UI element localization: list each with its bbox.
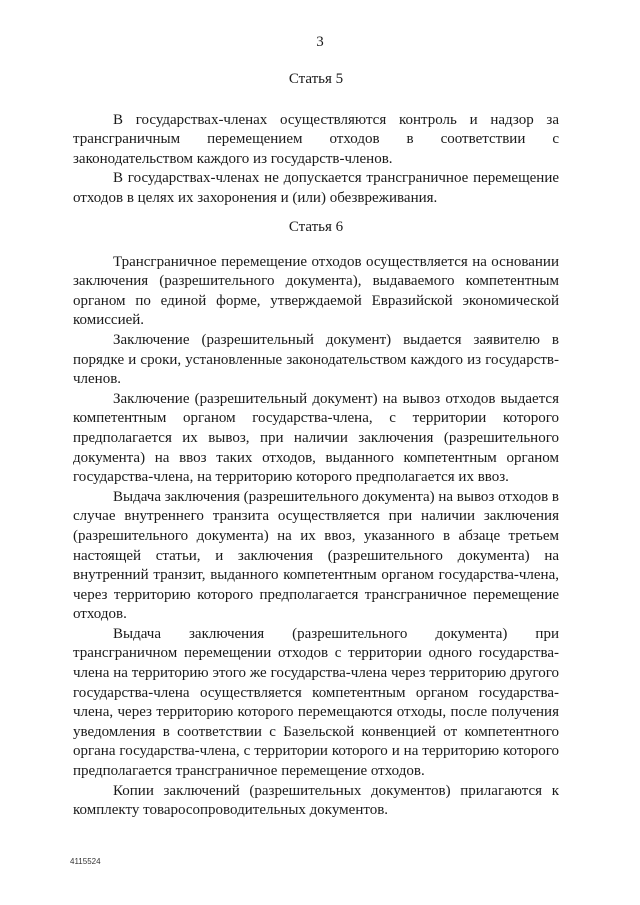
- paragraph: В государствах-членах не допускается трансграничное перемещение отходов в целях их захоронения и (или) обезвреживания.: [73, 170, 559, 206]
- article-heading: Статья 5: [288, 71, 344, 87]
- page-number: 3: [316, 34, 324, 50]
- article-6: [73, 218, 559, 821]
- paragraph: Выдача заключения (разрешительного документа) при трансграничном перемещении отходов с территории одного государства-члена на территорию этого же государства-члена через территорию другого государства-члена осуществляется компетентным органом государства-члена, через территорию которого перемещаются отходы, после получения уведомления в соответствии с Базельской конвенцией от компетентного органа государства-члена, с территории которого и на территорию которого предполагается трансграничное перемещение отходов.: [73, 625, 559, 780]
- article-heading: Статья 6: [288, 219, 344, 235]
- paragraph: Копии заключений (разрешительных документов) прилагаются к комплекту товаросопроводительных документов.: [73, 782, 559, 819]
- paragraph: Выдача заключения (разрешительного документа) на вывоз отходов в случае внутреннего транзита осуществляется при наличии заключения (разрешительного документа) на их ввоз, указанного в абзаце третьем настоящей статьи, и заключения (разрешительного документа) на внутренний транзит, выданного компетентным органом государства-члена, через территорию которого предполагается трансграничное перемещение отходов.: [73, 488, 560, 623]
- paragraph: Трансграничное перемещение отходов осуществляется на основании заключения (разрешительного документа), выдаваемого компетентным органом по единой форме, утверждаемой Евразийской экономической комиссией.: [73, 253, 559, 329]
- paragraph: В государствах-членах осуществляются контроль и надзор за трансграничным перемещением отходов в соответствии с законодательством каждого из государств-членов.: [73, 111, 559, 167]
- paragraph: Заключение (разрешительный документ) выдается заявителю в порядке и сроки, установленные законодательством каждого из государств-членов.: [73, 331, 559, 388]
- article-5: [73, 70, 559, 209]
- document-code: 4115524: [70, 857, 101, 866]
- paragraph: Заключение (разрешительный документ) на вывоз отходов выдается компетентным органом государства-члена, с территории которого предполагается их вывоз, при наличии заключения (разрешительного документа) на ввоз таких отходов, выданного компетентным органом государства-члена, на территорию которого предполагается их ввоз.: [73, 390, 559, 486]
